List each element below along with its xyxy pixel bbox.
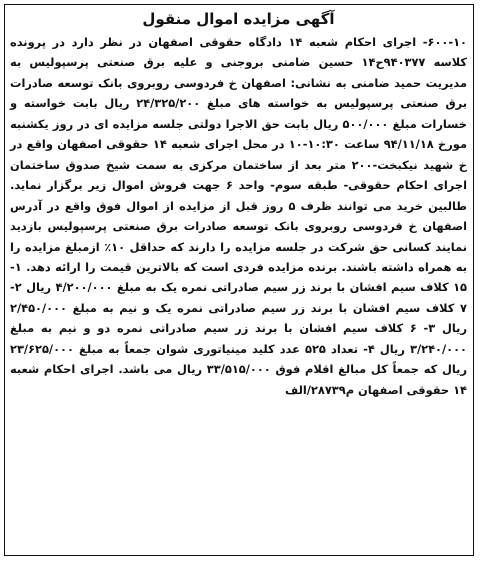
auction-notice xyxy=(4,4,474,556)
notice-body: ۶۰۰-۱۰- اجرای احکام شعبه ۱۴ دادگاه حقوقی اصفهان در نظر دارد در پرونده کلاسه ۹۴۰۳۷۷ح۱۴ حسین ضامنی بروجنی و علیه برق صنعتی پرسپولیس به مدیریت حمید ضامنی به نشانی: اصفهان خ فردوسی روبروی بانک توسعه صادرات برق صنعتی پرسپولیس به خواسته های مبلغ ۲۴/۳۲۵/۲۰۰ ریال بابت خواسته و خسارات مبلغ ۵۰۰/۰۰۰ ریال بابت حق الاجرا دولتی جلسه مزایده ای در روز یکشنبه مورخ ۹۴/۱۱/۱۸ ساعت ۱۰:۳۰-۱۰ در محل اجرای شعبه ۱۴ حقوقی اصفهان واقع در خ شهید نیکبخت-۲۰۰ متر بعد از ساختمان مرکزی به سمت شیخ صدوق ساختمان اجرای احکام حقوقی- طبقه سوم- واحد ۶ جهت فروش اموال زیر برگزار نماید. طالبین خرید می توانند ظرف ۵ روز قبل از مزایده از اموال فوق واقع در آدرس اصفهان خ فردوسی روبروی بانک توسعه صادرات برق صنعتی پرسپولیس بازدید نمایند کسانی حق شرکت در جلسه مزایده را دارند که حداقل ۱۰٪ ازمبلغ مزایده را به همراه داشته باشند. برنده مزایده فردی است که بالاترین قیمت را ارائه دهد. ۱- ۱۵ کلاف سیم افشان با برند زر سیم صادراتی نمره یک به مبلغ ۴/۲۰۰/۰۰۰ ریال ۲- ۷ کلاف سیم افشان با برند زر سیم صادراتی نمره یک و نیم به مبلغ ۲/۴۵۰/۰۰۰ ریال ۳- ۶ کلاف سیم افشان با برند زر سیم صادراتی نمره دو و نیم به مبلغ ۳/۲۴۰/۰۰۰ ریال ۴- تعداد ۵۲۵ عدد کلید مینیاتوری شوان جمعاً به مبلغ ۲۳/۶۲۵/۰۰۰ ریال که جمعاً کل مبالغ اقلام فوق ۳۳/۵۱۵/۰۰۰ ریال می باشد. اجرای احکام شعبه ۱۴ حقوقی اصفهان م۲۸۷۳۹/الف xyxy=(10,35,468,397)
notice-title: آگهی مزایده اموال منقول xyxy=(142,10,335,28)
